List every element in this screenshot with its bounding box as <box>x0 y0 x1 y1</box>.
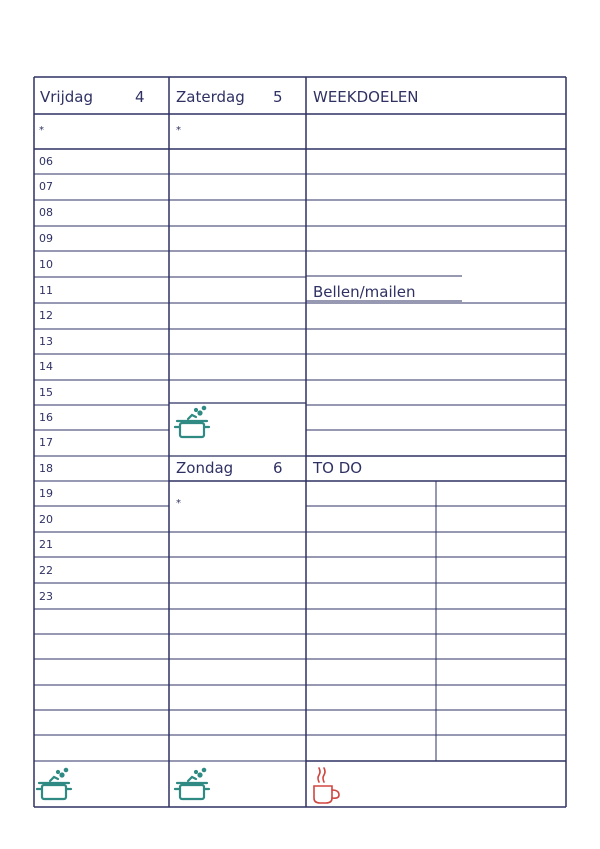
calls-heading: Bellen/mailen <box>313 283 416 301</box>
hour-label: 11 <box>39 284 53 297</box>
friday-label: Vrijdag <box>40 88 93 106</box>
sunday-bullet: * <box>176 498 181 509</box>
hour-label: 06 <box>39 155 53 168</box>
hour-label: 15 <box>39 386 53 399</box>
hour-label: 08 <box>39 206 53 219</box>
sunday-label: Zondag <box>176 459 234 477</box>
hour-label: 14 <box>39 360 53 373</box>
saturday-label: Zaterdag <box>176 88 245 106</box>
cooking-pot-icon <box>174 765 214 805</box>
hour-label: 16 <box>39 411 53 424</box>
hour-label: 20 <box>39 513 53 526</box>
hour-label: 18 <box>39 462 53 475</box>
hour-label: 13 <box>39 335 53 348</box>
friday-date: 4 <box>135 88 145 106</box>
saturday-bullet: * <box>176 125 181 136</box>
cooking-pot-icon <box>36 765 76 805</box>
hour-label: 10 <box>39 258 53 271</box>
friday-bullet: * <box>39 125 44 136</box>
weekgoals-heading: WEEKDOELEN <box>313 88 419 106</box>
hour-label: 07 <box>39 180 53 193</box>
hot-drink-icon <box>308 764 344 806</box>
cooking-pot-icon <box>174 403 214 443</box>
hour-label: 21 <box>39 538 53 551</box>
sunday-date: 6 <box>273 459 283 477</box>
hour-label: 09 <box>39 232 53 245</box>
hour-label: 23 <box>39 590 53 603</box>
hour-label: 12 <box>39 309 53 322</box>
hour-label: 22 <box>39 564 53 577</box>
hour-label: 17 <box>39 436 53 449</box>
saturday-date: 5 <box>273 88 283 106</box>
todo-heading: TO DO <box>313 459 363 477</box>
hour-label: 19 <box>39 487 53 500</box>
